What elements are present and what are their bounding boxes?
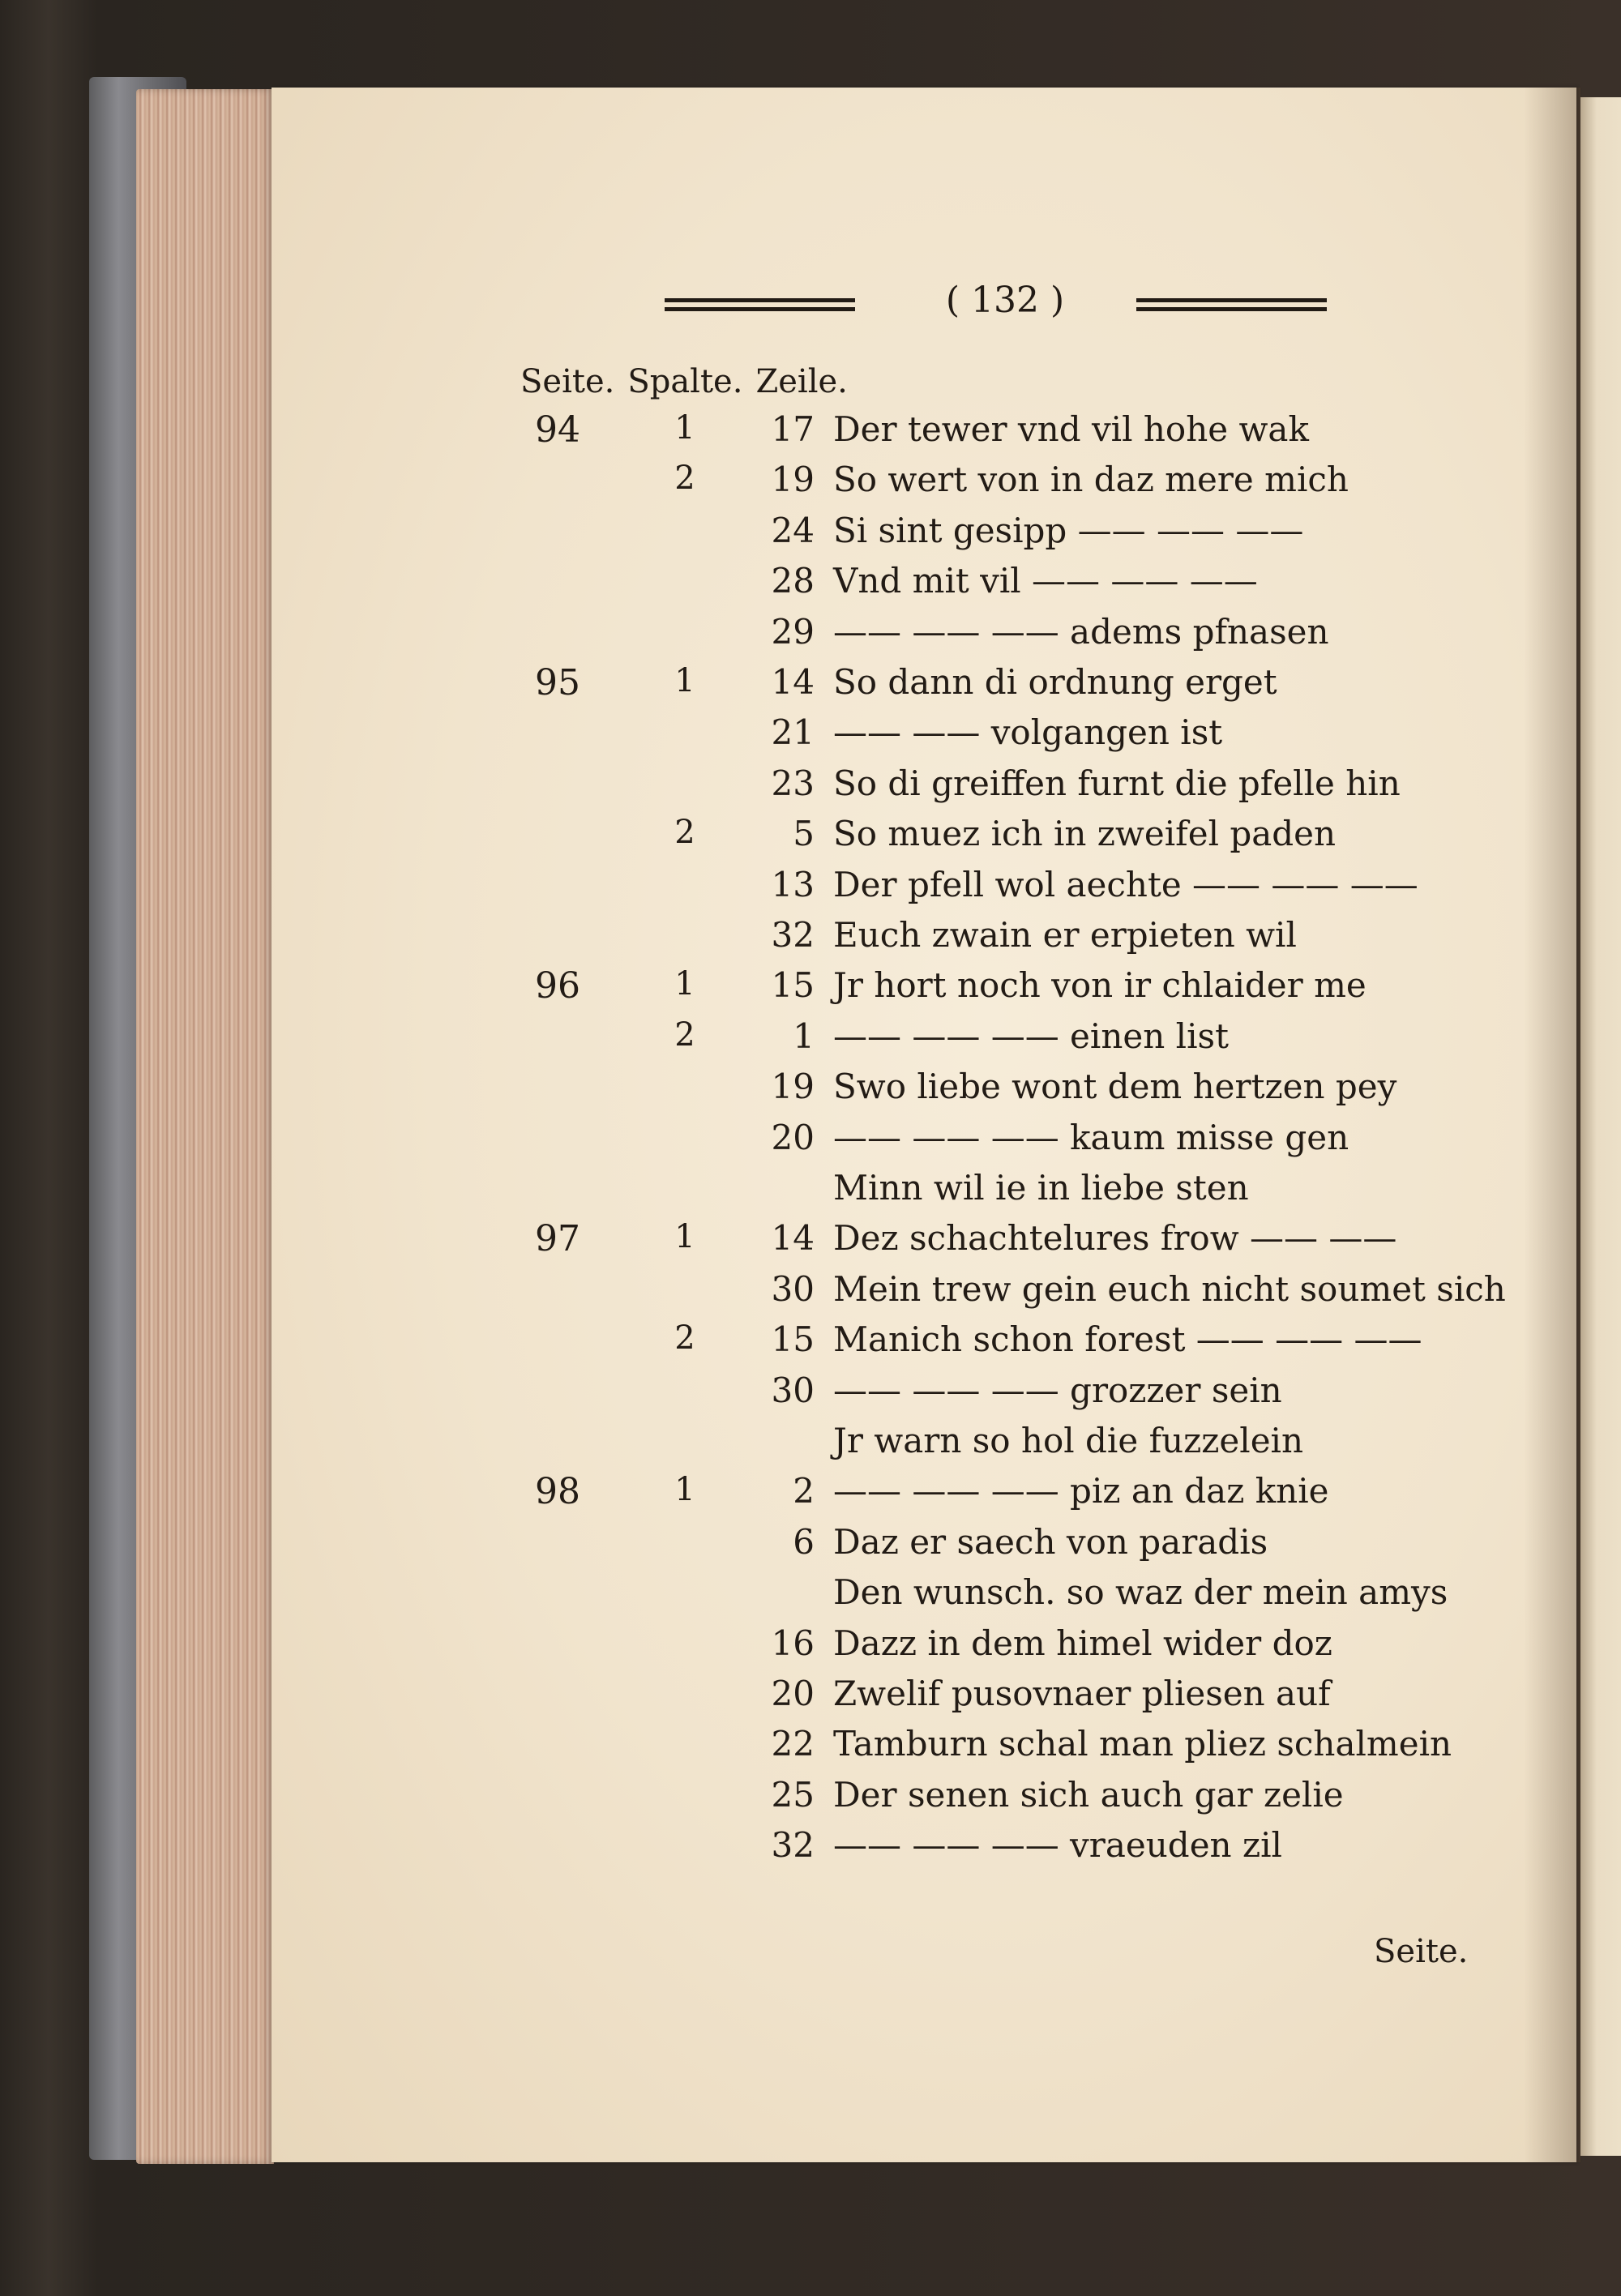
errata-row <box>0 1067 1540 1117</box>
zeile-cell: 5 <box>793 814 815 854</box>
column-headings <box>520 363 861 400</box>
spalte-cell: 1 <box>674 1471 695 1509</box>
corrected-text: Mein trew gein euch nicht soumet sich <box>833 1268 1506 1309</box>
errata-row <box>0 511 1540 561</box>
corrected-text: —— —— —— kaum misse gen <box>833 1117 1349 1157</box>
corrected-text: So dann di ordnung erget <box>833 662 1277 702</box>
corrected-text: Euch zwain er erpieten wil <box>833 915 1297 955</box>
corrected-text: Jr warn so hol die fuzzelein <box>833 1421 1304 1460</box>
errata-row <box>0 1370 1540 1421</box>
corrected-text: Swo liebe wont dem hertzen pey <box>833 1067 1397 1107</box>
corrected-text: Jr hort noch von ir chlaider me <box>833 965 1367 1006</box>
zeile-cell: 30 <box>771 1370 815 1410</box>
errata-row <box>0 1118 1540 1168</box>
zeile-cell: 1 <box>793 1015 815 1056</box>
spalte-cell: 2 <box>674 1015 695 1054</box>
errata-row <box>0 662 1540 712</box>
corrected-text: Der tewer vnd vil hohe wak <box>833 409 1309 449</box>
corrected-text: Dazz in dem himel wider doz <box>833 1623 1332 1663</box>
corrected-text: —— —— —— grozzer sein <box>833 1370 1282 1410</box>
errata-row <box>0 1572 1540 1623</box>
zeile-cell: 14 <box>771 1218 815 1259</box>
page-number: ( 132 ) <box>945 280 1065 321</box>
zeile-cell: 22 <box>771 1724 815 1764</box>
zeile-cell: 30 <box>771 1268 815 1309</box>
errata-row <box>0 865 1540 915</box>
corrected-text: —— —— —— vraeuden zil <box>833 1825 1282 1866</box>
errata-row <box>0 1421 1540 1471</box>
errata-row <box>0 561 1540 611</box>
seite-cell: 97 <box>535 1218 580 1260</box>
errata-row <box>0 915 1540 965</box>
heading-seite: Seite. <box>520 363 615 400</box>
errata-row <box>0 1269 1540 1319</box>
errata-row <box>0 460 1540 510</box>
corrected-text: Daz er saech von paradis <box>833 1521 1268 1562</box>
corrected-text: —— —— —— adems pfnasen <box>833 611 1329 652</box>
zeile-cell: 13 <box>771 864 815 904</box>
zeile-cell: 6 <box>793 1521 815 1562</box>
zeile-cell: 24 <box>771 510 815 550</box>
zeile-cell: 17 <box>771 409 815 449</box>
zeile-cell: 2 <box>793 1471 815 1511</box>
corrected-text: Manich schon forest —— —— —— <box>833 1319 1422 1360</box>
seite-cell: 96 <box>535 965 580 1007</box>
heading-spalte: Spalte. <box>627 363 743 400</box>
corrected-text: Der senen sich auch gar zelie <box>833 1774 1344 1815</box>
corrected-text: Vnd mit vil —— —— —— <box>833 561 1258 601</box>
errata-row <box>0 1471 1540 1521</box>
corrected-text: Minn wil ie in liebe sten <box>833 1168 1249 1208</box>
errata-row <box>0 612 1540 662</box>
errata-row <box>0 763 1540 814</box>
zeile-cell: 15 <box>771 1319 815 1360</box>
corrected-text: So muez ich in zweifel paden <box>833 814 1337 854</box>
errata-row <box>0 1016 1540 1067</box>
corrected-text: Dez schachtelures frow —— —— <box>833 1218 1397 1259</box>
zeile-cell: 16 <box>771 1623 815 1663</box>
corrected-text: Zwelif pusovnaer pliesen auf <box>833 1674 1331 1713</box>
corrected-text: —— —— —— piz an daz knie <box>833 1471 1329 1511</box>
catchword: Seite. <box>1374 1933 1469 1970</box>
facing-page <box>1580 97 1621 2156</box>
corrected-text: So wert von in daz mere mich <box>833 460 1349 500</box>
spalte-cell: 1 <box>674 409 695 447</box>
corrected-text: Si sint gesipp —— —— —— <box>833 510 1304 550</box>
zeile-cell: 32 <box>771 1825 815 1866</box>
errata-row <box>0 1168 1540 1218</box>
errata-row <box>0 712 1540 763</box>
zeile-cell: 19 <box>771 1067 815 1107</box>
spalte-cell: 1 <box>674 662 695 699</box>
errata-row <box>0 1319 1540 1370</box>
seite-cell: 94 <box>535 409 580 451</box>
header-rule-left <box>665 298 855 311</box>
zeile-cell: 15 <box>771 965 815 1006</box>
errata-row <box>0 1775 1540 1825</box>
spalte-cell: 2 <box>674 814 695 852</box>
zeile-cell: 32 <box>771 915 815 955</box>
corrected-text: Der pfell wol aechte —— —— —— <box>833 864 1418 904</box>
zeile-cell: 28 <box>771 561 815 601</box>
corrected-text: Tamburn schal man pliez schalmein <box>833 1724 1452 1764</box>
errata-row <box>0 1674 1540 1724</box>
errata-row <box>0 409 1540 460</box>
zeile-cell: 29 <box>771 611 815 652</box>
errata-row <box>0 1522 1540 1572</box>
zeile-cell: 21 <box>771 712 815 753</box>
zeile-cell: 20 <box>771 1117 815 1157</box>
errata-row <box>0 965 1540 1015</box>
spalte-cell: 2 <box>674 460 695 498</box>
seite-cell: 98 <box>535 1471 580 1513</box>
errata-row <box>0 1623 1540 1674</box>
corrected-text: —— —— —— einen list <box>833 1015 1229 1056</box>
zeile-cell: 23 <box>771 763 815 803</box>
spalte-cell: 2 <box>674 1319 695 1358</box>
spalte-cell: 1 <box>674 1218 695 1256</box>
heading-zeile: Zeile. <box>755 363 848 400</box>
spalte-cell: 1 <box>674 965 695 1003</box>
page-header <box>665 280 1337 328</box>
corrected-text: —— —— volgangen ist <box>833 712 1223 753</box>
errata-row <box>0 1724 1540 1774</box>
header-rule-right <box>1136 298 1327 311</box>
zeile-cell: 14 <box>771 662 815 702</box>
zeile-cell: 19 <box>771 460 815 500</box>
errata-row <box>0 814 1540 864</box>
corrected-text: Den wunsch. so waz der mein amys <box>833 1572 1448 1613</box>
errata-row <box>0 1825 1540 1875</box>
errata-row <box>0 1218 1540 1268</box>
zeile-cell: 20 <box>771 1674 815 1713</box>
zeile-cell: 25 <box>771 1774 815 1815</box>
seite-cell: 95 <box>535 662 580 703</box>
corrected-text: So di greiffen furnt die pfelle hin <box>833 763 1401 803</box>
